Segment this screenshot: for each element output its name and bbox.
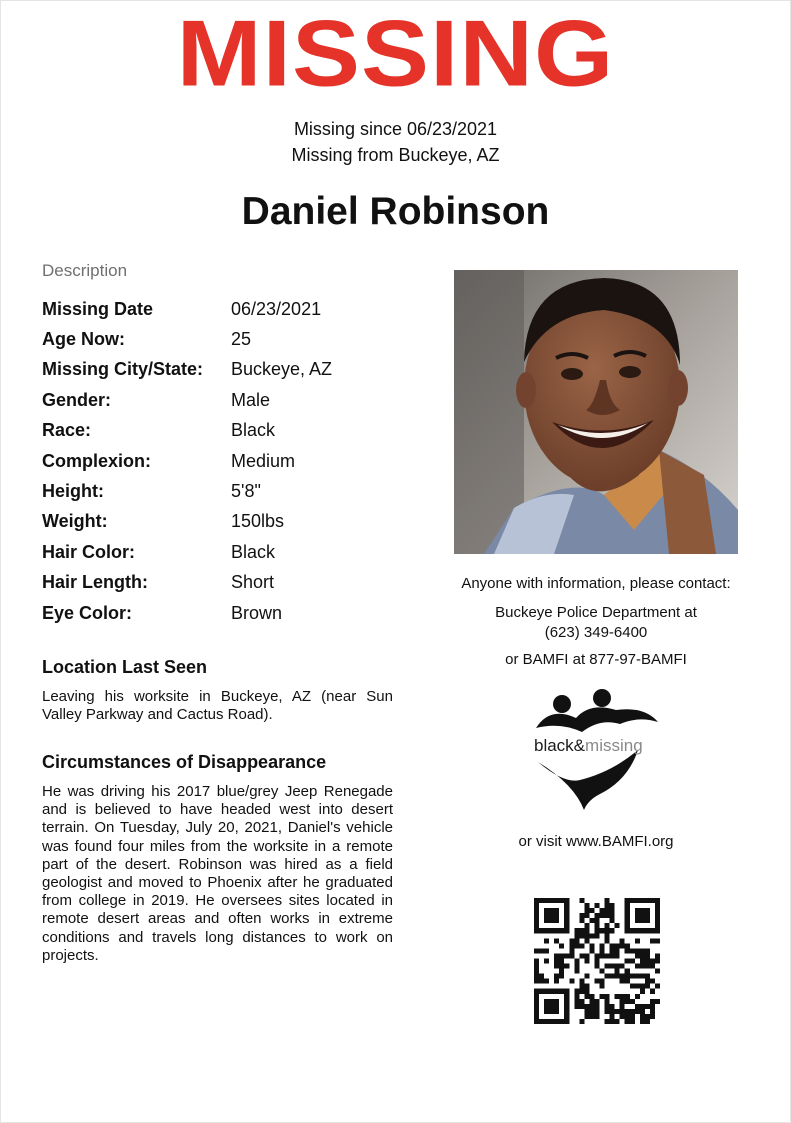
detail-row [42,446,402,476]
qr-code-icon[interactable] [534,898,660,1024]
detail-row [42,507,402,537]
logo-word-missing: missing [585,736,643,755]
police-phone: (623) 349-6400 [544,624,648,641]
logo-wordmark [534,736,643,756]
circumstances-text: He was driving his 2017 blue/grey Jeep Renegade and is believed to have headed west into desert terrain. On Tuesday, July 20, 2021, Daniel's vehicle was found four miles from the worksite in a remote part of the desert. Robinson was hired as a field geologist and moved to Phoenix after he graduated from college in 2019. He oversees sites located in remote desert areas and often works in extreme conditions and travels long distances to work on projects. [42,783,393,964]
detail-value: 06/23/2021 [231,298,322,319]
detail-label: Gender: [42,389,112,410]
visit-line: or visit www.BAMFI.org [518,833,674,850]
detail-row [42,568,402,598]
detail-value: 5'8" [231,481,261,502]
detail-value: 150lbs [231,511,285,532]
police-line: Buckeye Police Department at [495,604,697,621]
description-heading: Description [42,261,128,280]
detail-label: Hair Color: [42,541,136,562]
detail-row [42,598,402,628]
logo-word-black: black& [534,736,586,755]
location-title: Location Last Seen [42,657,208,677]
bamfi-line: or BAMFI at 877-97-BAMFI [505,651,687,668]
detail-label: Race: [42,420,92,441]
missing-from: Missing from Buckeye, AZ [291,145,500,165]
detail-row [42,294,402,324]
detail-value: Buckeye, AZ [231,359,333,380]
detail-value: Brown [231,602,283,623]
detail-label: Eye Color: [42,602,133,623]
missing-headline: MISSING [176,1,615,106]
circumstances-title: Circumstances of Disappearance [42,752,327,772]
detail-row [42,385,402,415]
black-and-missing-logo [520,688,665,810]
detail-value: Medium [231,450,296,471]
detail-label: Missing City/State: [42,359,204,380]
detail-value: Male [231,389,271,410]
details-list [42,294,402,628]
detail-label: Age Now: [42,329,125,350]
person-name: Daniel Robinson [241,190,550,233]
detail-row [42,537,402,567]
detail-value: Black [231,541,276,562]
person-photo [454,270,738,554]
detail-row [42,324,402,354]
contact-intro: Anyone with information, please contact: [461,575,731,592]
detail-row [42,416,402,446]
detail-label: Height: [42,481,104,502]
detail-value: 25 [231,329,252,350]
detail-label: Complexion: [42,450,152,471]
detail-row [42,476,402,506]
detail-label: Hair Length: [42,572,148,593]
detail-label: Weight: [42,511,108,532]
location-text: Leaving his worksite in Buckeye, AZ (near Sun Valley Parkway and Cactus Road). [42,688,393,724]
detail-row [42,355,402,385]
missing-since: Missing since 06/23/2021 [293,119,498,139]
detail-value: Short [231,572,275,593]
detail-value: Black [231,420,276,441]
detail-label: Missing Date [42,298,154,319]
